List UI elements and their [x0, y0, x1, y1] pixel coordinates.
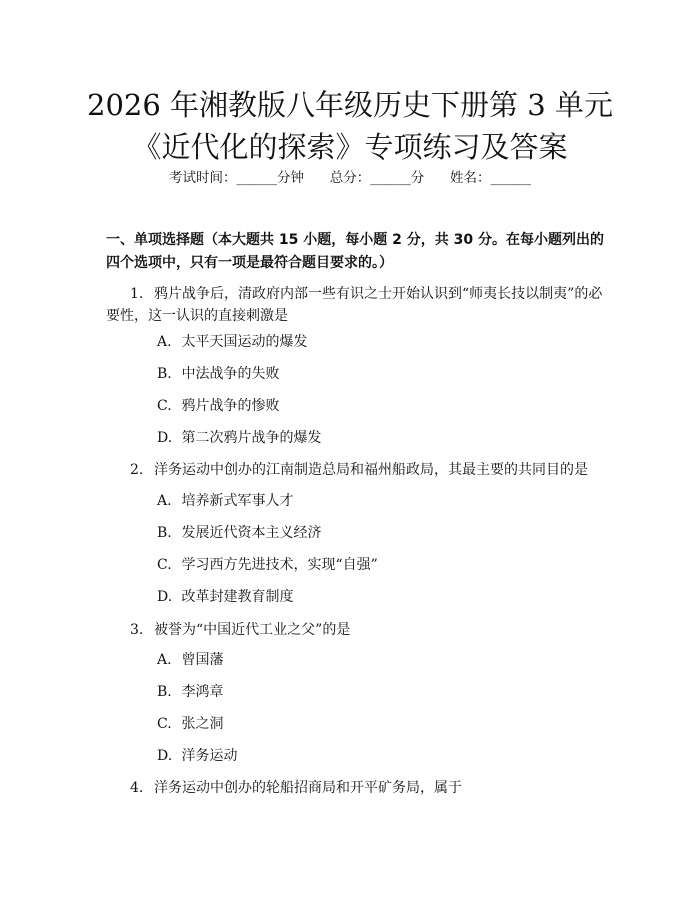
- question-3-option-b: [157, 682, 597, 702]
- option-text: 中法战争的失败: [181, 366, 280, 382]
- question-2-option-a: [157, 491, 597, 511]
- option-letter: C.: [157, 716, 172, 732]
- question-1-option-a: [157, 332, 597, 352]
- option-letter: A.: [157, 493, 172, 509]
- option-letter: D.: [157, 430, 173, 446]
- option-letter: B.: [157, 366, 172, 382]
- option-letter: A.: [157, 652, 172, 668]
- section-heading: 一、单项选择题（本大题共 15 小题，每小题 2 分，共 30 分。在每小题列出的四个选项中，只有一项是最符合题目要求的。）: [106, 232, 604, 271]
- option-text: 改革封建教育制度: [181, 589, 294, 605]
- option-letter: D.: [157, 589, 173, 605]
- option-letter: A.: [157, 334, 172, 350]
- question-2-option-d: [157, 587, 597, 607]
- question-4: [106, 777, 606, 799]
- question-text: 被誉为“中国近代工业之父”的是: [154, 622, 351, 638]
- question-number: 1.: [130, 286, 144, 302]
- option-text: 洋务运动: [181, 748, 238, 764]
- question-2: [106, 459, 606, 481]
- option-text: 鸦片战争的惨败: [181, 398, 280, 414]
- question-text: 洋务运动中创办的轮船招商局和开平矿务局，属于: [154, 780, 462, 796]
- option-letter: B.: [157, 684, 172, 700]
- option-letter: B.: [157, 525, 172, 541]
- question-2-option-b: [157, 523, 597, 543]
- option-text: 李鸿章: [181, 684, 224, 700]
- question-2-option-c: [157, 555, 597, 575]
- question-1: [106, 283, 606, 327]
- option-text: 太平天国运动的爆发: [181, 334, 308, 350]
- question-number: 4.: [130, 780, 144, 796]
- question-3: [106, 619, 606, 641]
- question-1-option-b: [157, 364, 597, 384]
- question-text: 鸦片战争后，清政府内部一些有识之士开始认识到“师夷长技以制夷”的必要性，这一认识的直接刺激是: [106, 286, 603, 324]
- option-letter: C.: [157, 557, 172, 573]
- question-3-option-d: [157, 746, 597, 766]
- option-letter: D.: [157, 748, 173, 764]
- question-1-option-c: [157, 396, 597, 416]
- option-text: 张之洞: [181, 716, 224, 732]
- option-letter: C.: [157, 398, 172, 414]
- question-1-option-d: [157, 428, 597, 448]
- question-number: 3.: [130, 622, 144, 638]
- question-3-option-a: [157, 650, 597, 670]
- option-text: 第二次鸦片战争的爆发: [181, 430, 322, 446]
- exam-info-line: 考试时间：______分钟 总分：______分 姓名：______: [169, 170, 531, 186]
- option-text: 发展近代资本主义经济: [181, 525, 322, 541]
- option-text: 曾国藩: [181, 652, 224, 668]
- question-text: 洋务运动中创办的江南制造总局和福州船政局，其最主要的共同目的是: [154, 462, 588, 478]
- question-number: 2.: [130, 462, 144, 478]
- option-text: 培养新式军事人才: [181, 493, 294, 509]
- option-text: 学习西方先进技术，实现“自强”: [181, 557, 378, 573]
- document-title: 2026 年湘教版八年级历史下册第 3 单元《近代化的探索》专项练习及答案: [87, 88, 613, 164]
- question-3-option-c: [157, 714, 597, 734]
